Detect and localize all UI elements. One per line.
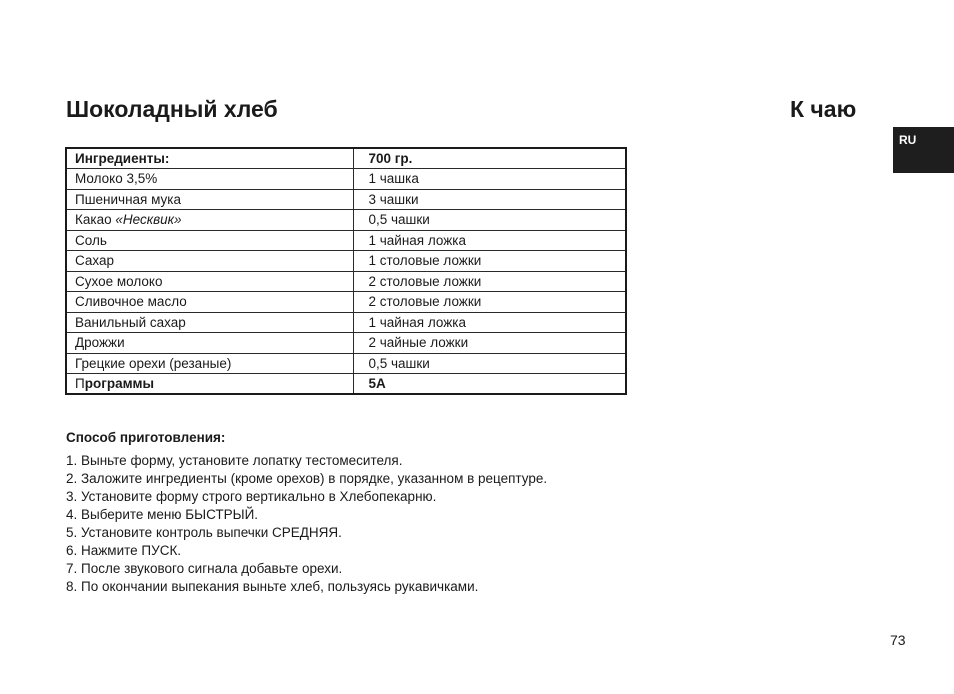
method-steps bbox=[66, 452, 547, 596]
ingredient-amount: 1 столовые ложки bbox=[353, 251, 626, 272]
ingredient-name-prefix: Какао bbox=[75, 212, 116, 227]
table-row bbox=[66, 251, 626, 272]
ingredient-name: Грецкие орехи (резаные) bbox=[66, 353, 353, 374]
table-row bbox=[66, 189, 626, 210]
ingredient-amount: 2 столовые ложки bbox=[353, 271, 626, 292]
table-row bbox=[66, 333, 626, 354]
ingredient-name: Молоко 3,5% bbox=[66, 169, 353, 190]
ingredient-amount: 2 чайные ложки bbox=[353, 333, 626, 354]
program-value: 5А bbox=[353, 374, 626, 395]
ingredient-name: Ванильный сахар bbox=[66, 312, 353, 333]
ingredient-amount: 1 чашка bbox=[353, 169, 626, 190]
ingredient-amount: 0,5 чашки bbox=[353, 210, 626, 231]
table-row bbox=[66, 210, 626, 231]
table-row bbox=[66, 353, 626, 374]
ingredient-amount: 1 чайная ложка bbox=[353, 312, 626, 333]
ingredients-header: Ингредиенты: bbox=[66, 148, 353, 169]
ingredient-name: Пшеничная мука bbox=[66, 189, 353, 210]
ingredients-table bbox=[65, 147, 627, 395]
ingredient-amount: 2 столовые ложки bbox=[353, 292, 626, 313]
ingredient-name: Дрожжи bbox=[66, 333, 353, 354]
ingredient-name: Сливочное масло bbox=[66, 292, 353, 313]
method-step: 7. После звукового сигнала добавьте орехи. bbox=[66, 561, 343, 576]
table-footer-row bbox=[66, 374, 626, 395]
method-step: 8. По окончании выпекания выньте хлеб, пользуясь рукавичками. bbox=[66, 579, 479, 594]
recipe-category: К чаю bbox=[790, 96, 857, 122]
method-step: 5. Установите контроль выпечки СРЕДНЯЯ. bbox=[66, 525, 342, 540]
table-row bbox=[66, 230, 626, 251]
method-step: 2. Заложите ингредиенты (кроме орехов) в порядке, указанном в рецептуре. bbox=[66, 471, 548, 486]
table-header-row bbox=[66, 148, 626, 169]
ingredient-brand: «Несквик» bbox=[115, 212, 182, 227]
method-step: 1. Выньте форму, установите лопатку тестомесителя. bbox=[66, 453, 403, 468]
amount-header: 700 гр. bbox=[353, 148, 626, 169]
method-heading: Способ приготовления: bbox=[66, 430, 226, 445]
recipe-title: Шоколадный хлеб bbox=[66, 96, 278, 122]
ingredient-name: Соль bbox=[66, 230, 353, 251]
ingredient-amount: 0,5 чашки bbox=[353, 353, 626, 374]
program-label bbox=[66, 374, 353, 395]
table-row bbox=[66, 292, 626, 313]
ingredient-name: Сухое молоко bbox=[66, 271, 353, 292]
page-number: 73 bbox=[890, 632, 906, 648]
program-label-first: П bbox=[75, 375, 85, 391]
method-step: 3. Установите форму строго вертикально в Хлебопекарню. bbox=[66, 489, 437, 504]
table-row bbox=[66, 169, 626, 190]
ingredient-name bbox=[66, 210, 353, 231]
program-label-rest: рограммы bbox=[84, 375, 155, 391]
ingredient-name: Сахар bbox=[66, 251, 353, 272]
method-step: 4. Выберите меню БЫСТРЫЙ. bbox=[66, 507, 259, 522]
method-step: 6. Нажмите ПУСК. bbox=[66, 543, 182, 558]
table-row bbox=[66, 312, 626, 333]
language-tab: RU bbox=[893, 127, 954, 173]
ingredient-amount: 1 чайная ложка bbox=[353, 230, 626, 251]
table-row bbox=[66, 271, 626, 292]
ingredient-amount: 3 чашки bbox=[353, 189, 626, 210]
